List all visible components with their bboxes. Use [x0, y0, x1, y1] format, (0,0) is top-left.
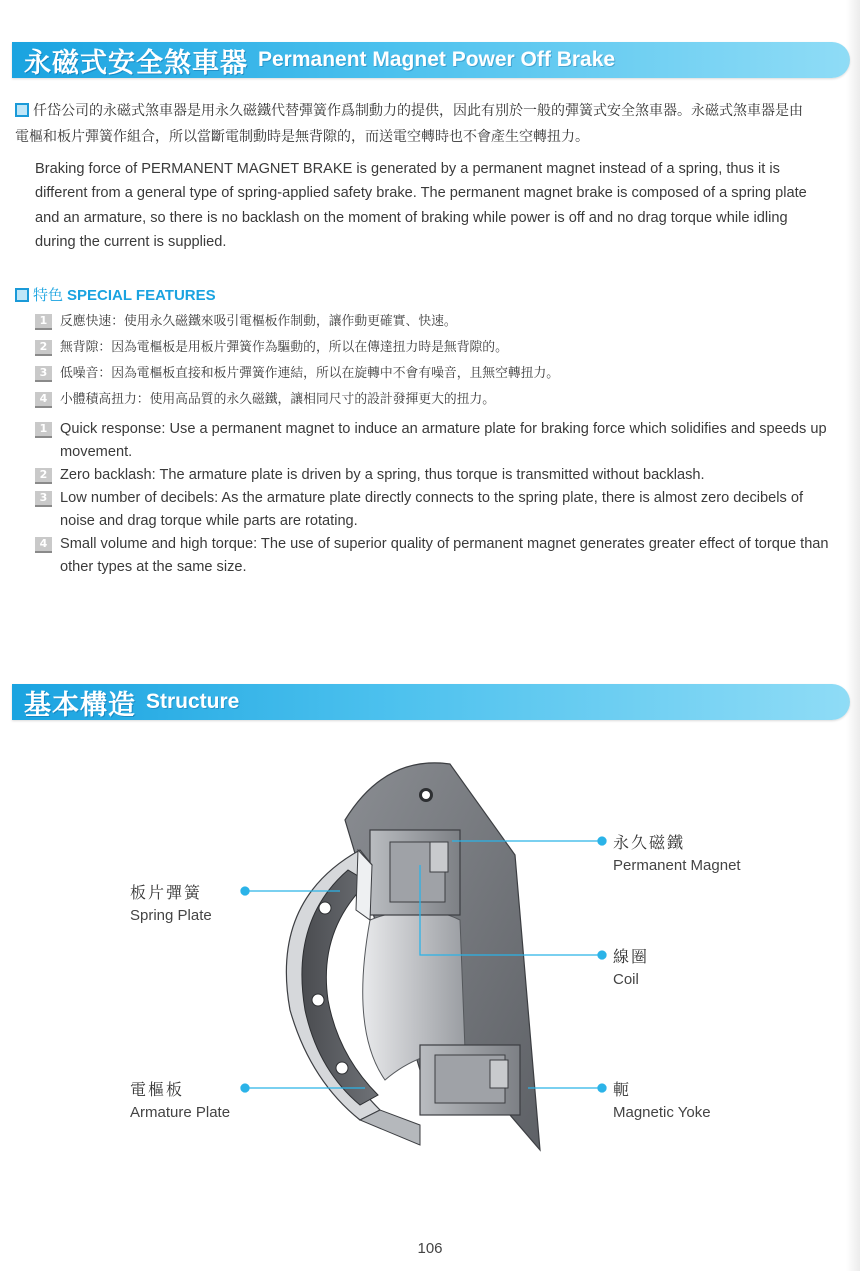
- square-bullet-icon: [15, 103, 29, 117]
- number-badge-icon: 4: [35, 392, 52, 408]
- title-cn: 永磁式安全煞車器: [24, 47, 248, 79]
- structure-title-cn: 基本構造: [24, 689, 136, 721]
- magnet-cn: 永久磁鐵: [613, 833, 686, 852]
- number-badge-icon: 3: [35, 366, 52, 382]
- spring-plate-cn: 板片彈簧: [130, 883, 203, 902]
- page-number: 106: [417, 1240, 443, 1257]
- list-item: [35, 335, 815, 361]
- feature-text: Low number of decibels: As the armature plate directly connects to the spring plate, there is almost zero decibels of noise and drag torque while parts are rotating.: [60, 490, 804, 529]
- features-heading: [15, 284, 216, 305]
- feature-text: Zero backlash: The armature plate is driven by a spring, thus torque is transmitted without backlash.: [60, 467, 705, 483]
- label-armature-plate: [130, 1077, 230, 1121]
- feature-text: 反應快速：使用永久磁鐵來吸引電樞板作制動，讓作動更確實、快速。: [60, 314, 457, 329]
- list-item: [35, 387, 815, 413]
- yoke-en: Magnetic Yoke: [613, 1104, 711, 1121]
- spring-plate-en: Spring Plate: [130, 907, 212, 924]
- page-edge-shadow: [846, 0, 860, 1271]
- armature-en: Armature Plate: [130, 1104, 231, 1121]
- armature-cn: 電樞板: [130, 1080, 185, 1099]
- title-banner: [12, 42, 850, 78]
- number-badge-icon: 4: [35, 537, 52, 553]
- list-item: [35, 487, 830, 533]
- structure-title-en: Structure: [146, 690, 240, 713]
- label-spring-plate: [130, 880, 212, 924]
- list-item: [35, 533, 830, 579]
- coil-cn: 線圈: [613, 947, 650, 966]
- label-coil: [613, 944, 649, 988]
- intro-cn-text: 仟岱公司的永磁式煞車器是用永久磁鐵代替彈簧作爲制動力的提供，因此有別於一般的彈簧式安全煞車器。永磁式煞車器是由電樞和板片彈簧作組合，所以當斷電制動時是無背隙的，而送電空轉時也不會產生空轉扭力。: [15, 103, 803, 145]
- number-badge-icon: 2: [35, 340, 52, 356]
- intro-chinese: [15, 98, 815, 150]
- label-magnetic-yoke: [613, 1077, 711, 1121]
- intro-english: Braking force of PERMANENT MAGNET BRAKE is generated by a permanent magnet instead of a spring, thus it is different from a general type of spring-applied safety brake. The permanent magnet brake is composed of a spring plate and an armature, so there is no backlash on the moment of braking while power is off and no drag torque while idling during the current is supplied.: [35, 161, 807, 250]
- yoke-cn: 軛: [613, 1080, 632, 1099]
- features-title-en: SPECIAL FEATURES: [67, 287, 216, 304]
- magnet-en: Permanent Magnet: [613, 857, 741, 874]
- number-badge-icon: 1: [35, 314, 52, 330]
- number-badge-icon: 3: [35, 491, 52, 507]
- title-en: Permanent Magnet Power Off Brake: [258, 48, 616, 71]
- features-list-en: [35, 418, 830, 579]
- square-bullet-icon: [15, 288, 29, 302]
- list-item: [35, 309, 815, 335]
- number-badge-icon: 2: [35, 468, 52, 484]
- feature-text: 小體積高扭力：使用高品質的永久磁鐵，讓相同尺寸的設計發揮更大的扭力。: [60, 392, 496, 407]
- features-title-cn: 特色: [33, 286, 64, 304]
- list-item: [35, 418, 830, 464]
- structure-banner: [12, 684, 850, 720]
- feature-text: Small volume and high torque: The use of superior quality of permanent magnet generates greater effect of torque than other types at the same size.: [60, 536, 829, 575]
- number-badge-icon: 1: [35, 422, 52, 438]
- feature-text: 無背隙：因為電樞板是用板片彈簧作為驅動的，所以在傳達扭力時是無背隙的。: [60, 340, 508, 355]
- list-item: [35, 361, 815, 387]
- list-item: [35, 464, 830, 487]
- label-permanent-magnet: [613, 830, 741, 874]
- features-list-cn: [35, 309, 815, 413]
- feature-text: Quick response: Use a permanent magnet to induce an armature plate for braking force which solidifies and speeds up movement.: [60, 421, 827, 460]
- feature-text: 低噪音：因為電樞板直接和板片彈簧作連結，所以在旋轉中不會有噪音，且無空轉扭力。: [60, 366, 560, 381]
- coil-en: Coil: [613, 971, 639, 988]
